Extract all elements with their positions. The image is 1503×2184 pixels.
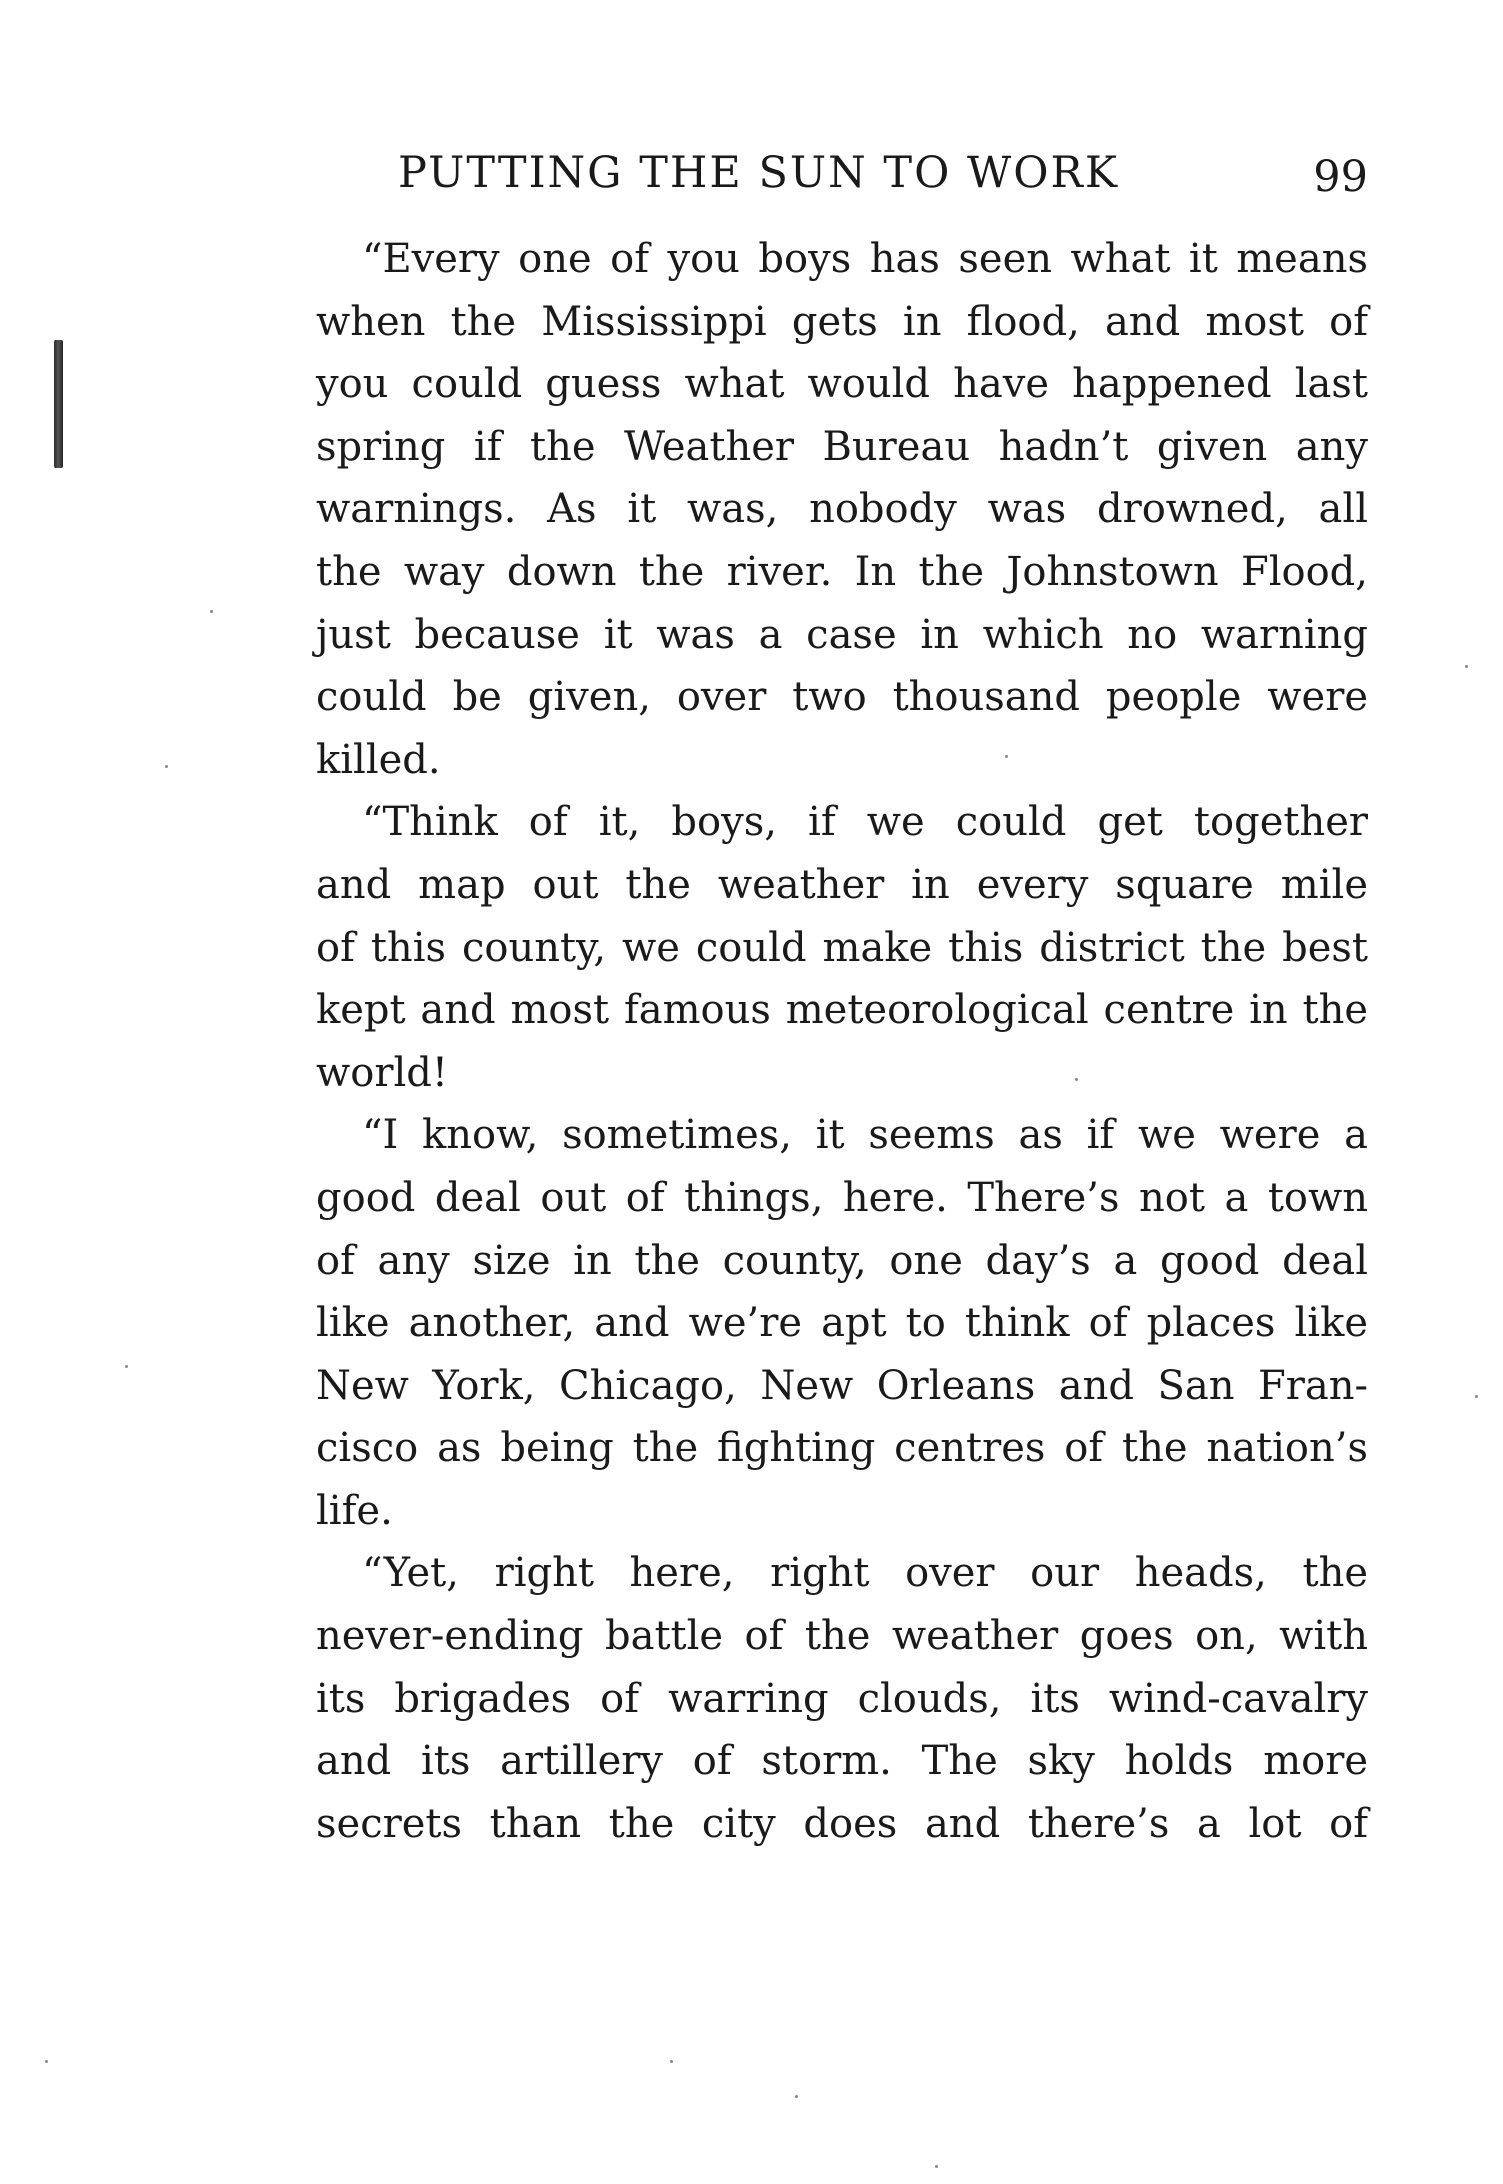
text-line: just because it was a case in which no warning xyxy=(316,611,1368,658)
text-line: world! xyxy=(316,1049,448,1096)
paper-speck xyxy=(45,2060,48,2063)
paragraph xyxy=(316,228,1368,791)
text-line: “Every one of you boys has seen what it means xyxy=(362,236,1368,282)
text-line: and map out the weather in every square mile xyxy=(316,861,1368,908)
text-line: “Yet, right here, right over our heads, the xyxy=(362,1550,1368,1597)
paper-speck xyxy=(670,2060,673,2063)
paragraph xyxy=(316,1104,1368,1542)
text-line: the way down the river. In the Johnstown Flood, xyxy=(316,548,1368,595)
text-line: like another, and we’re apt to think of places like xyxy=(316,1300,1368,1347)
text-line: secrets than the city does and there’s a lot of xyxy=(316,1800,1368,1847)
paper-speck xyxy=(1005,755,1008,758)
text-line: New York, Chicago, New Orleans and San Fran- xyxy=(316,1362,1368,1409)
text-line: warnings. As it was, nobody was drowned, all xyxy=(316,486,1368,533)
paper-speck xyxy=(1075,1078,1078,1081)
paper-speck xyxy=(165,765,168,768)
text-line: life. xyxy=(316,1487,393,1534)
paper-speck xyxy=(1465,665,1468,668)
text-line: its brigades of warring clouds, its wind-cavalry xyxy=(316,1675,1368,1722)
text-line: never-ending battle of the weather goes on, with xyxy=(316,1613,1368,1660)
text-line: of any size in the county, one day’s a good deal xyxy=(316,1237,1368,1284)
text-line: “Think of it, boys, if we could get together xyxy=(362,799,1368,846)
paper-speck xyxy=(795,2095,798,2098)
running-head xyxy=(398,138,1368,208)
page-number: 99 xyxy=(1313,152,1368,202)
text-line: kept and most famous meteorological centre in the xyxy=(316,987,1368,1034)
text-line: when the Mississippi gets in flood, and most of xyxy=(316,298,1368,345)
text-line: “I know, sometimes, it seems as if we were a xyxy=(362,1112,1368,1159)
text-line: of this county, we could make this district the best xyxy=(316,924,1368,971)
margin-ink-mark xyxy=(54,340,63,468)
text-line: killed. xyxy=(316,736,441,783)
paragraph xyxy=(316,791,1368,1104)
text-line: could be given, over two thousand people were xyxy=(316,674,1368,721)
paper-speck xyxy=(1475,1395,1478,1398)
text-line: you could guess what would have happened last xyxy=(316,361,1368,408)
running-title: PUTTING THE SUN TO WORK xyxy=(398,148,1119,198)
text-line: and its artillery of storm. The sky holds more xyxy=(316,1738,1368,1785)
paper-speck xyxy=(125,1365,128,1368)
paper-speck xyxy=(210,610,213,613)
paper-speck xyxy=(935,2165,938,2168)
paragraph xyxy=(316,1542,1368,1855)
text-line: good deal out of things, here. There’s not a town xyxy=(316,1174,1368,1221)
body-text xyxy=(316,228,1368,1855)
text-line: cisco as being the fighting centres of the nation’s xyxy=(316,1425,1368,1472)
text-line: spring if the Weather Bureau hadn’t given any xyxy=(316,423,1368,470)
